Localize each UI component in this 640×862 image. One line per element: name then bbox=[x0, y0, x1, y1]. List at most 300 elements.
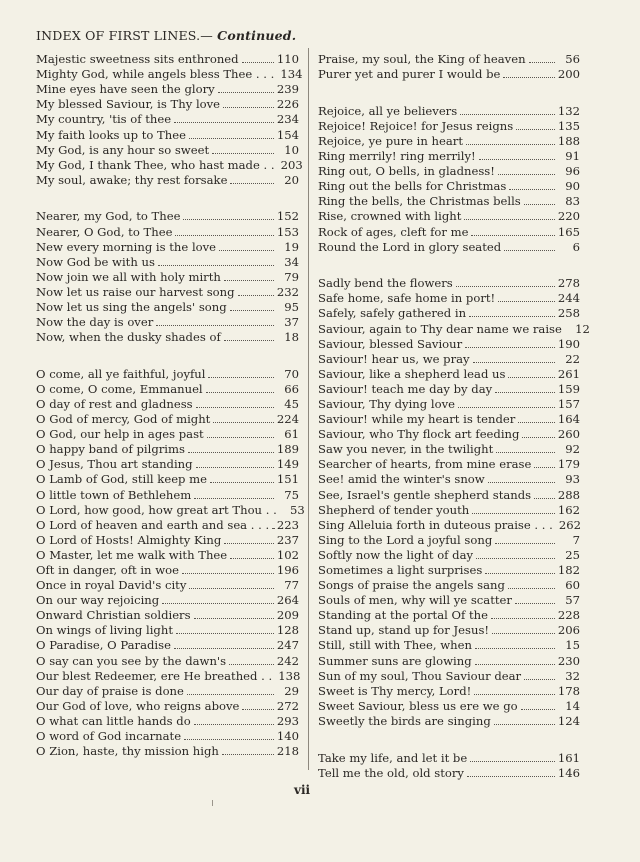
index-entry bbox=[318, 622, 580, 637]
entry-title: Saviour, who Thy flock art feeding bbox=[318, 427, 520, 442]
entry-title: Sing Alleluia forth in duteous praise . . . bbox=[318, 517, 553, 532]
dot-leader bbox=[238, 292, 274, 296]
dot-leader bbox=[210, 479, 274, 483]
dot-leader bbox=[508, 585, 555, 589]
index-entry bbox=[318, 223, 580, 238]
entry-page: 14 bbox=[565, 698, 580, 713]
entry-title: Souls of men, why will ye scatter bbox=[318, 593, 512, 608]
entry-title: My blessed Saviour, is Thy love bbox=[36, 97, 221, 112]
entry-title: My faith looks up to Thee bbox=[36, 127, 186, 142]
index-entry bbox=[36, 314, 299, 329]
dot-leader bbox=[467, 773, 555, 777]
entry-page: 242 bbox=[276, 653, 299, 668]
index-entry bbox=[318, 290, 580, 305]
dot-leader bbox=[534, 464, 555, 468]
entry-title: New every morning is the love bbox=[36, 239, 217, 254]
dot-leader bbox=[229, 661, 274, 665]
dot-leader bbox=[158, 262, 274, 266]
index-entry bbox=[36, 652, 299, 667]
index-entry bbox=[318, 471, 580, 486]
dot-leader bbox=[213, 419, 274, 423]
entry-title: Take my life, and let it be bbox=[318, 750, 468, 765]
index-entry bbox=[36, 96, 299, 111]
dot-leader bbox=[230, 307, 274, 311]
dot-leader bbox=[242, 59, 274, 63]
entry-page: 220 bbox=[557, 209, 580, 224]
dot-leader bbox=[475, 661, 555, 665]
entry-page: 178 bbox=[557, 683, 580, 698]
index-entry bbox=[318, 193, 580, 208]
index-entry bbox=[36, 254, 299, 269]
dot-leader bbox=[272, 525, 274, 529]
entry-page: 234 bbox=[276, 112, 299, 127]
dot-leader bbox=[194, 615, 274, 619]
entry-title: On wings of living light bbox=[36, 623, 173, 638]
index-entry bbox=[36, 396, 299, 411]
entry-page: 149 bbox=[276, 457, 299, 472]
entry-title: O Zion, haste, thy mission high bbox=[36, 744, 219, 759]
entry-page: 140 bbox=[276, 729, 299, 744]
entry-title: Oft in danger, oft in woe bbox=[36, 563, 179, 577]
entry-page: 189 bbox=[276, 442, 299, 457]
index-entry bbox=[36, 426, 299, 441]
dot-leader bbox=[208, 374, 274, 378]
index-entry bbox=[36, 547, 299, 562]
dot-leader bbox=[187, 691, 274, 695]
entry-page: 32 bbox=[565, 668, 580, 683]
entry-page: 182 bbox=[557, 563, 580, 577]
index-entry bbox=[36, 126, 299, 141]
dot-leader bbox=[182, 570, 274, 574]
index-entry bbox=[36, 81, 299, 96]
entry-page: 203 bbox=[280, 157, 303, 172]
dot-leader bbox=[494, 721, 555, 725]
dot-leader bbox=[189, 585, 274, 589]
entry-title: Summer suns are glowing bbox=[318, 653, 472, 668]
entry-title: Saviour! while my heart is tender bbox=[318, 412, 516, 427]
entry-page: 138 bbox=[278, 668, 301, 683]
index-entry bbox=[318, 683, 580, 698]
entry-page: 93 bbox=[565, 472, 580, 487]
entry-title: Ring the bells, the Christmas bells bbox=[318, 194, 521, 209]
entry-title: My God, I thank Thee, who hast made . . bbox=[36, 157, 275, 172]
entry-title: Saviour! hear us, we pray bbox=[318, 351, 470, 366]
entry-page: 77 bbox=[284, 578, 299, 593]
index-entry bbox=[318, 577, 580, 592]
entry-title: See, Israel's gentle shepherd stands bbox=[318, 487, 532, 502]
dot-leader bbox=[242, 706, 273, 710]
entry-title: On our way rejoicing bbox=[36, 593, 160, 608]
entry-page: 293 bbox=[276, 713, 299, 728]
entry-title: O day of rest and gladness bbox=[36, 396, 193, 411]
index-entry bbox=[318, 336, 580, 351]
entry-title: O happy band of pilgrims bbox=[36, 442, 185, 457]
entry-page: 200 bbox=[557, 67, 580, 82]
dot-leader bbox=[504, 247, 555, 251]
entry-page: 75 bbox=[284, 487, 299, 502]
dot-leader bbox=[194, 721, 274, 725]
entry-title: Our blest Redeemer, ere He breathed . . bbox=[36, 668, 273, 683]
index-entry bbox=[318, 441, 580, 456]
entry-title: Our God of love, who reigns above bbox=[36, 698, 240, 713]
dot-leader bbox=[503, 74, 554, 78]
dot-leader bbox=[496, 449, 555, 453]
entry-title: O Jesus, Thou art standing bbox=[36, 457, 193, 472]
dot-leader bbox=[509, 186, 555, 190]
dot-leader bbox=[516, 126, 555, 130]
dot-leader bbox=[189, 135, 274, 139]
entry-title: Rise, crowned with light bbox=[318, 209, 462, 224]
entry-title: Softly now the light of day bbox=[318, 547, 474, 562]
entry-page: 218 bbox=[276, 744, 299, 759]
entry-page: 135 bbox=[557, 118, 580, 133]
index-entry bbox=[36, 502, 305, 517]
entry-page: 232 bbox=[276, 284, 299, 299]
entry-title: O word of God incarnate bbox=[36, 729, 182, 744]
dot-leader bbox=[474, 691, 555, 695]
entry-title: Saviour, like a shepherd lead us bbox=[318, 366, 506, 381]
entry-page: 56 bbox=[565, 52, 580, 67]
entry-title: Songs of praise the angels sang bbox=[318, 578, 505, 593]
entry-title: Sing to the Lord a joyful song bbox=[318, 532, 493, 547]
entry-title: Now let us raise our harvest song bbox=[36, 284, 235, 299]
index-entry bbox=[36, 728, 299, 743]
entry-page: 230 bbox=[557, 653, 580, 668]
entry-page: 161 bbox=[557, 750, 580, 765]
dot-leader bbox=[222, 751, 274, 755]
entry-page: 7 bbox=[572, 532, 580, 547]
dot-leader bbox=[162, 600, 274, 604]
entry-title: Rejoice! Rejoice! for Jesus reigns bbox=[318, 118, 514, 133]
entry-title: Rock of ages, cleft for me bbox=[318, 224, 469, 239]
index-entry bbox=[318, 320, 590, 336]
entry-title: Once in royal David's city bbox=[36, 578, 187, 593]
entry-title: Now God be with us bbox=[36, 254, 155, 269]
index-entry bbox=[318, 396, 580, 411]
entry-title: Sometimes a light surprises bbox=[318, 563, 483, 577]
index-entry bbox=[36, 329, 299, 344]
entry-title: Tell me the old, old story bbox=[318, 765, 464, 780]
dot-leader bbox=[522, 434, 554, 438]
entry-page: 95 bbox=[284, 300, 299, 314]
dot-leader bbox=[491, 615, 555, 619]
index-entry bbox=[318, 532, 580, 547]
entry-title: Now the day is over bbox=[36, 315, 154, 330]
dot-leader bbox=[466, 141, 555, 145]
index-entry bbox=[318, 592, 580, 607]
index-entry bbox=[318, 502, 580, 517]
entry-page: 260 bbox=[557, 427, 580, 442]
entry-page: 228 bbox=[557, 608, 580, 623]
dot-leader bbox=[223, 104, 274, 108]
index-entry bbox=[36, 517, 299, 532]
entry-page: 258 bbox=[557, 306, 580, 321]
dot-leader bbox=[534, 495, 555, 499]
entry-page: 83 bbox=[565, 194, 580, 209]
entry-page: 70 bbox=[284, 366, 299, 381]
entry-page: 264 bbox=[276, 593, 299, 608]
index-entry bbox=[36, 208, 299, 223]
entry-title: Ring out, O bells, in gladness! bbox=[318, 164, 495, 179]
dot-leader bbox=[498, 298, 555, 302]
entry-page: 159 bbox=[557, 381, 580, 396]
dot-leader bbox=[476, 555, 555, 559]
index-entry bbox=[318, 239, 580, 254]
index-header bbox=[36, 28, 296, 43]
index-entry bbox=[318, 456, 580, 471]
entry-title: Purer yet and purer I would be bbox=[318, 67, 501, 82]
continued-label: Continued. bbox=[217, 28, 297, 43]
index-entry bbox=[318, 486, 580, 501]
entry-page: 91 bbox=[565, 149, 580, 164]
index-entry bbox=[36, 157, 303, 172]
entry-page: 153 bbox=[276, 224, 299, 239]
dot-leader bbox=[194, 495, 274, 499]
entry-title: O little town of Bethlehem bbox=[36, 487, 192, 502]
entry-title: My soul, awake; thy rest forsake bbox=[36, 172, 228, 187]
entry-title: My country, 'tis of thee bbox=[36, 112, 172, 127]
entry-title: Praise, my soul, the King of heaven bbox=[318, 52, 526, 67]
index-entry bbox=[318, 66, 580, 81]
dot-leader bbox=[524, 201, 555, 205]
dot-leader bbox=[515, 600, 555, 604]
entry-page: 226 bbox=[276, 97, 299, 112]
entry-page: 237 bbox=[276, 532, 299, 547]
index-entry bbox=[36, 51, 299, 66]
entry-page: 146 bbox=[557, 765, 580, 780]
index-entry bbox=[36, 269, 299, 284]
dot-leader bbox=[224, 540, 274, 544]
entry-page: 53 bbox=[290, 502, 305, 517]
entry-page: 15 bbox=[565, 638, 580, 653]
dot-leader bbox=[196, 404, 274, 408]
dot-leader bbox=[218, 89, 274, 93]
dot-leader bbox=[488, 479, 555, 483]
index-entry bbox=[318, 668, 580, 683]
entry-page: 157 bbox=[557, 396, 580, 411]
entry-title: Still, still with Thee, when bbox=[318, 638, 472, 653]
dot-leader bbox=[230, 555, 274, 559]
index-entry bbox=[318, 426, 580, 441]
entry-page: 102 bbox=[276, 547, 299, 562]
index-entry bbox=[36, 562, 299, 577]
entry-title: Sun of my soul, Thou Saviour dear bbox=[318, 668, 522, 683]
dot-leader bbox=[475, 645, 555, 649]
index-entry bbox=[36, 366, 299, 381]
entry-page: 132 bbox=[557, 103, 580, 118]
dot-leader bbox=[174, 119, 274, 123]
index-entry bbox=[318, 381, 580, 396]
entry-page: 20 bbox=[284, 172, 299, 187]
dot-leader bbox=[206, 389, 274, 393]
dot-leader bbox=[458, 404, 555, 408]
entry-page: 272 bbox=[276, 698, 299, 713]
entry-page: 57 bbox=[565, 593, 580, 608]
index-entry bbox=[318, 749, 580, 764]
entry-title: Sweetly the birds are singing bbox=[318, 713, 491, 728]
index-entry bbox=[36, 668, 299, 683]
index-entry bbox=[318, 562, 580, 577]
entry-title: Saw you never, in the twilight bbox=[318, 442, 494, 457]
entry-page: 6 bbox=[572, 239, 580, 254]
dot-leader bbox=[176, 630, 274, 634]
entry-page: 18 bbox=[284, 330, 299, 345]
index-entry bbox=[36, 683, 299, 698]
dot-leader bbox=[495, 389, 555, 393]
entry-page: 244 bbox=[557, 291, 580, 306]
index-entry bbox=[318, 148, 580, 163]
index-entry bbox=[36, 471, 299, 486]
entry-title: Stand up, stand up for Jesus! bbox=[318, 623, 490, 638]
dot-leader bbox=[518, 419, 555, 423]
index-entry bbox=[318, 118, 580, 133]
index-entry bbox=[36, 637, 299, 652]
entry-title: Safely, safely gathered in bbox=[318, 306, 467, 321]
dot-leader bbox=[479, 156, 555, 160]
entry-title: O Lord of Hosts! Almighty King bbox=[36, 532, 222, 547]
index-entry bbox=[36, 532, 299, 547]
entry-title: Rejoice, ye pure in heart bbox=[318, 133, 463, 148]
index-entry bbox=[318, 51, 580, 66]
dot-leader bbox=[471, 232, 554, 236]
entry-title: Sweet Saviour, bless us ere we go bbox=[318, 698, 518, 713]
left-index-column bbox=[36, 51, 305, 759]
dot-leader bbox=[465, 344, 555, 348]
entry-page: 124 bbox=[557, 713, 580, 728]
dot-leader bbox=[207, 434, 274, 438]
entry-page: 224 bbox=[276, 412, 299, 427]
entry-title: Sadly bend the flowers bbox=[318, 276, 453, 291]
entry-title: Searcher of hearts, from mine erase bbox=[318, 457, 532, 472]
entry-page: 25 bbox=[565, 547, 580, 562]
entry-title: My God, is any hour so sweet bbox=[36, 142, 210, 157]
page-number: vii bbox=[294, 783, 311, 797]
entry-page: 190 bbox=[557, 336, 580, 351]
index-entry bbox=[318, 133, 580, 148]
index-title: INDEX OF FIRST LINES.— bbox=[36, 28, 213, 43]
index-entry bbox=[36, 743, 299, 758]
index-entry bbox=[318, 103, 580, 118]
dot-leader bbox=[498, 171, 555, 175]
entry-page: 261 bbox=[557, 366, 580, 381]
entry-title: Now, when the dusky shades of bbox=[36, 330, 221, 345]
index-entry bbox=[36, 622, 299, 637]
dot-leader bbox=[212, 150, 274, 154]
entry-page: 90 bbox=[565, 179, 580, 194]
entry-page: 134 bbox=[280, 67, 303, 82]
dot-leader bbox=[456, 283, 555, 287]
entry-page: 61 bbox=[284, 427, 299, 442]
dot-leader bbox=[230, 180, 274, 184]
entry-title: Standing at the portal Of the bbox=[318, 608, 488, 623]
entry-title: Sweet is Thy mercy, Lord! bbox=[318, 683, 472, 698]
dot-leader bbox=[183, 216, 273, 220]
entry-title: Now join we all with holy mirth bbox=[36, 269, 221, 284]
entry-title: O what can little hands do bbox=[36, 713, 191, 728]
entry-page: 128 bbox=[276, 623, 299, 638]
dot-leader bbox=[469, 313, 555, 317]
index-entry bbox=[36, 441, 299, 456]
entry-page: 79 bbox=[284, 269, 299, 284]
index-entry bbox=[318, 765, 580, 780]
entry-page: 179 bbox=[557, 457, 580, 472]
entry-page: 92 bbox=[565, 442, 580, 457]
entry-title: Mine eyes have seen the glory bbox=[36, 82, 215, 97]
entry-title: Onward Christian soldiers bbox=[36, 608, 191, 623]
index-entry bbox=[318, 351, 580, 366]
index-entry bbox=[318, 275, 580, 290]
dot-leader bbox=[174, 645, 274, 649]
entry-title: O Lord, how good, how great art Thou . . bbox=[36, 502, 277, 517]
index-entry bbox=[36, 456, 299, 471]
entry-page: 152 bbox=[276, 209, 299, 224]
entry-page: 188 bbox=[557, 133, 580, 148]
entry-title: O God, our help in ages past bbox=[36, 427, 204, 442]
entry-page: 165 bbox=[557, 224, 580, 239]
entry-page: 164 bbox=[557, 412, 580, 427]
index-entry bbox=[36, 66, 303, 82]
index-entry bbox=[318, 366, 580, 381]
entry-title: O come, O come, Emmanuel bbox=[36, 381, 203, 396]
entry-title: Our day of praise is done bbox=[36, 683, 184, 698]
entry-page: 278 bbox=[557, 276, 580, 291]
dot-leader bbox=[524, 676, 555, 680]
entry-title: Safe home, safe home in port! bbox=[318, 291, 496, 306]
index-entry bbox=[36, 223, 299, 238]
entry-page: 34 bbox=[284, 254, 299, 269]
entry-title: Now let us sing the angels' song bbox=[36, 300, 227, 314]
dot-leader bbox=[472, 510, 555, 514]
entry-title: Saviour! teach me day by day bbox=[318, 381, 493, 396]
entry-page: 239 bbox=[276, 82, 299, 97]
entry-page: 110 bbox=[276, 52, 299, 67]
index-entry bbox=[36, 411, 299, 426]
index-entry bbox=[318, 607, 580, 622]
index-entry bbox=[318, 713, 580, 728]
dot-leader bbox=[495, 540, 555, 544]
entry-page: 262 bbox=[558, 517, 581, 532]
entry-title: O Master, let me walk with Thee bbox=[36, 547, 228, 562]
index-entry bbox=[36, 142, 299, 157]
entry-page: 209 bbox=[276, 608, 299, 623]
entry-title: Saviour, again to Thy dear name we raise bbox=[318, 321, 562, 336]
index-entry bbox=[36, 299, 299, 314]
index-entry bbox=[318, 637, 580, 652]
dot-leader bbox=[175, 232, 273, 236]
index-entry bbox=[36, 381, 299, 396]
entry-page: 247 bbox=[276, 638, 299, 653]
index-entry bbox=[318, 517, 580, 532]
dot-leader bbox=[224, 277, 274, 281]
entry-title: Nearer, O God, to Thee bbox=[36, 224, 173, 239]
entry-title: Mighty God, while angels bless Thee . . . bbox=[36, 67, 275, 82]
dot-leader bbox=[529, 59, 555, 63]
index-entry bbox=[36, 577, 299, 592]
dot-leader bbox=[508, 374, 554, 378]
index-entry bbox=[36, 284, 299, 299]
dot-leader bbox=[156, 322, 274, 326]
entry-title: O say can you see by the dawn's bbox=[36, 653, 227, 668]
entry-title: Rejoice, all ye believers bbox=[318, 103, 458, 118]
dot-leader bbox=[492, 630, 555, 634]
entry-page: 29 bbox=[284, 683, 299, 698]
right-index-column bbox=[318, 51, 590, 780]
entry-page: 19 bbox=[284, 239, 299, 254]
index-entry bbox=[318, 698, 580, 713]
dot-leader bbox=[184, 736, 274, 740]
entry-title: Majestic sweetness sits enthroned bbox=[36, 52, 239, 67]
entry-page: 66 bbox=[284, 381, 299, 396]
